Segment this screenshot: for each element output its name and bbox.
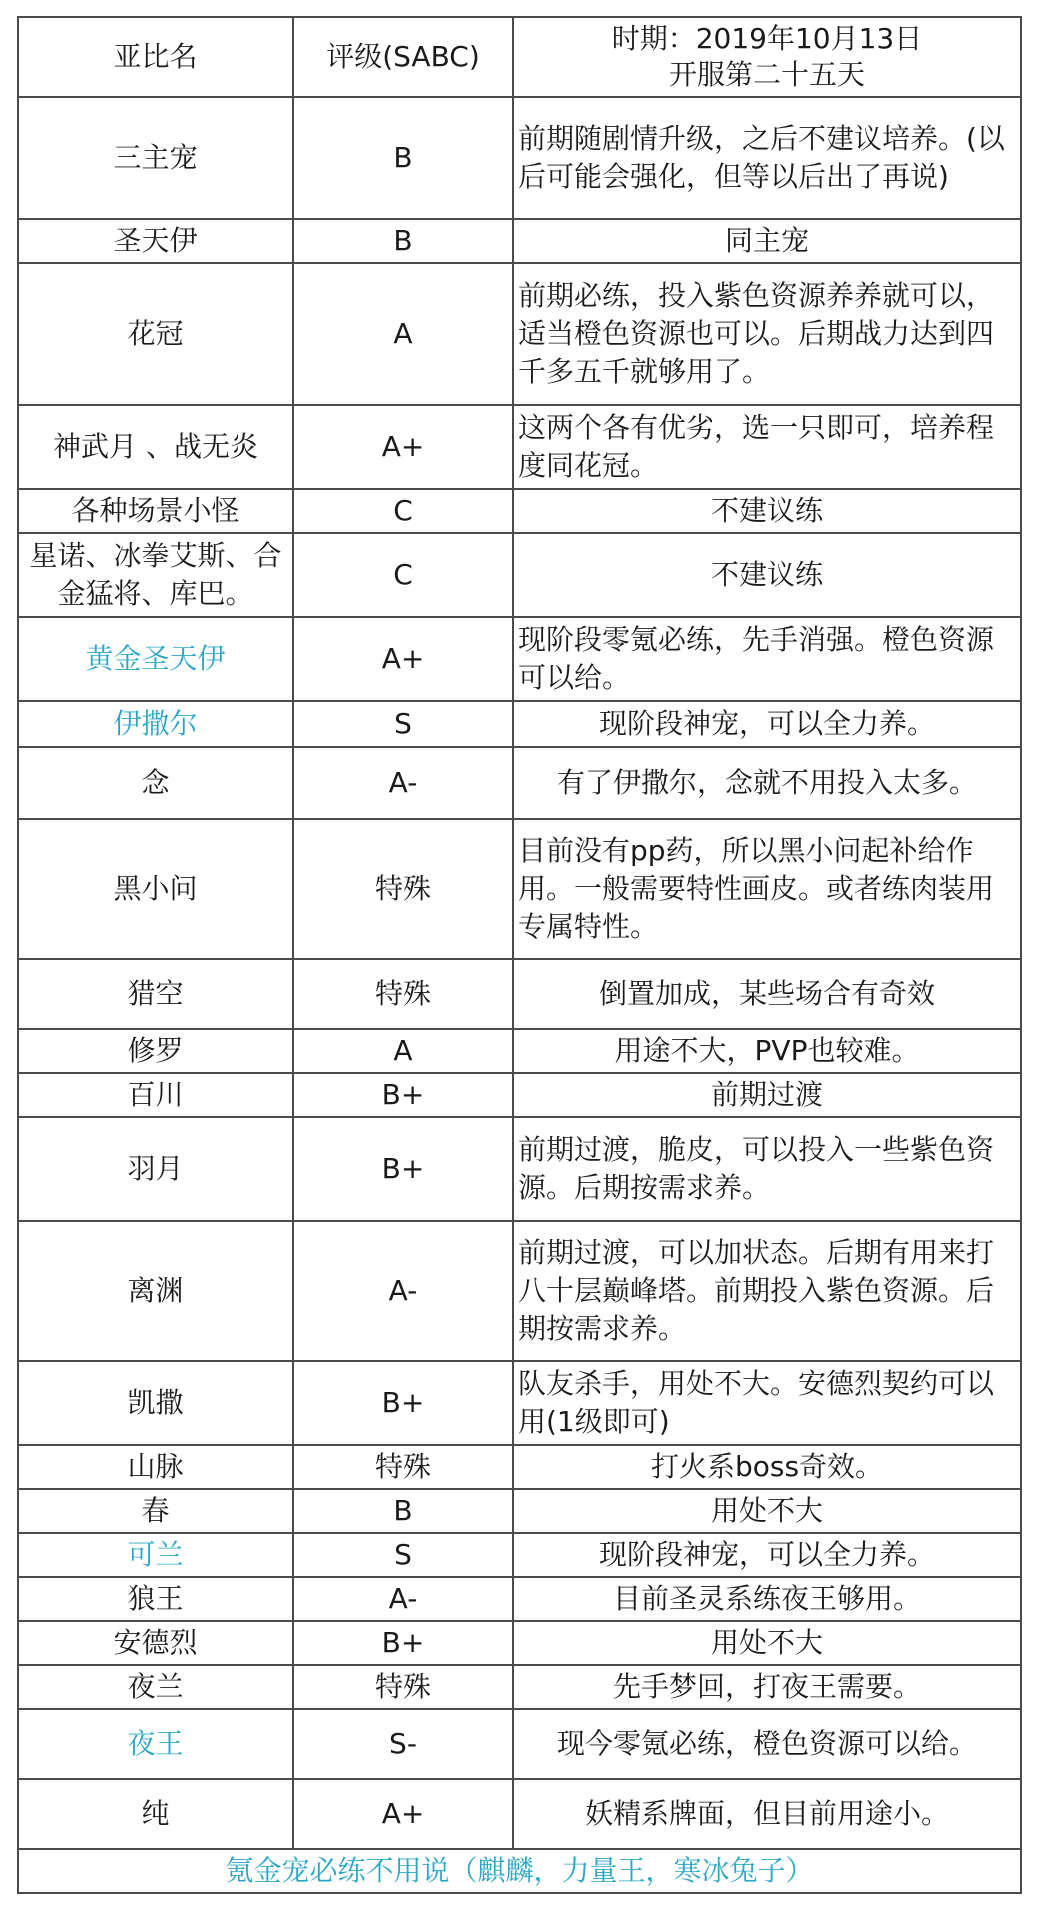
table-footer-row (18, 1849, 1021, 1893)
pet-note: 这两个各有优劣，选一只即可，培养程度同花冠。 (513, 405, 1021, 489)
pet-note: 用处不大 (513, 1489, 1021, 1533)
pet-note: 用途不大，PVP也较难。 (513, 1029, 1021, 1073)
pet-grade: B+ (293, 1361, 513, 1445)
table-row (18, 1577, 1021, 1621)
header-period-line2: 开服第二十五天 (668, 58, 865, 91)
table-header-row (18, 17, 1021, 97)
header-period (513, 17, 1021, 97)
table-row (18, 819, 1021, 959)
pet-note: 同主宠 (513, 219, 1021, 263)
pet-grade: B+ (293, 1621, 513, 1665)
table-row (18, 1073, 1021, 1117)
pet-note: 前期过渡，脆皮，可以投入一些紫色资源。后期按需求养。 (513, 1117, 1021, 1221)
pet-name: 圣天伊 (18, 219, 293, 263)
pet-grade: 特殊 (293, 819, 513, 959)
table-row (18, 1445, 1021, 1489)
pet-name: 狼王 (18, 1577, 293, 1621)
pet-name: 安德烈 (18, 1621, 293, 1665)
table-row (18, 1361, 1021, 1445)
table-row (18, 1665, 1021, 1709)
pet-note: 不建议练 (513, 533, 1021, 617)
pet-note: 不建议练 (513, 489, 1021, 533)
pet-grade: S (293, 701, 513, 747)
table-row (18, 219, 1021, 263)
pet-grade: B (293, 1489, 513, 1533)
pet-grade: B+ (293, 1073, 513, 1117)
pet-name: 神武月 、战无炎 (18, 405, 293, 489)
table-row (18, 747, 1021, 819)
pet-note: 前期必练，投入紫色资源养养就可以，适当橙色资源也可以。后期战力达到四千多五千就够用了。 (513, 263, 1021, 405)
pet-note: 目前没有pp药，所以黑小问起补给作用。一般需要特性画皮。或者练肉装用专属特性。 (513, 819, 1021, 959)
pet-grade: B (293, 219, 513, 263)
pet-grade: 特殊 (293, 959, 513, 1029)
pet-note: 前期过渡，可以加状态。后期有用来打八十层巅峰塔。前期投入紫色资源。后期按需求养。 (513, 1221, 1021, 1361)
table-row (18, 97, 1021, 219)
pet-grade: A+ (293, 1779, 513, 1849)
pet-name: 念 (18, 747, 293, 819)
pet-name: 三主宠 (18, 97, 293, 219)
pet-name: 黑小问 (18, 819, 293, 959)
table-row (18, 489, 1021, 533)
pet-grade: B+ (293, 1117, 513, 1221)
pet-name: 凯撒 (18, 1361, 293, 1445)
pet-name: 春 (18, 1489, 293, 1533)
table-row (18, 1117, 1021, 1221)
table-row (18, 959, 1021, 1029)
pet-name: 纯 (18, 1779, 293, 1849)
pet-name: 猎空 (18, 959, 293, 1029)
rating-sheet (17, 16, 1020, 1894)
pet-rating-table (17, 16, 1022, 1894)
table-row (18, 701, 1021, 747)
pet-grade: A (293, 1029, 513, 1073)
pet-note: 用处不大 (513, 1621, 1021, 1665)
pet-note: 前期过渡 (513, 1073, 1021, 1117)
pet-note: 现阶段零氪必练，先手消强。橙色资源可以给。 (513, 617, 1021, 701)
pet-grade: A- (293, 747, 513, 819)
pet-name: 百川 (18, 1073, 293, 1117)
pet-note: 现阶段神宠，可以全力养。 (513, 1533, 1021, 1577)
pet-note: 先手梦回，打夜王需要。 (513, 1665, 1021, 1709)
pet-note: 倒置加成，某些场合有奇效 (513, 959, 1021, 1029)
table-row (18, 533, 1021, 617)
pet-name: 星诺、冰拳艾斯、合金猛将、库巴。 (18, 533, 293, 617)
pet-name: 修罗 (18, 1029, 293, 1073)
pet-note: 队友杀手，用处不大。安德烈契约可以用(1级即可) (513, 1361, 1021, 1445)
pet-grade: A- (293, 1577, 513, 1621)
pet-name: 黄金圣天伊 (18, 617, 293, 701)
table-row (18, 1221, 1021, 1361)
table-row (18, 1709, 1021, 1779)
table-row (18, 263, 1021, 405)
pet-grade: A+ (293, 405, 513, 489)
pet-name: 可兰 (18, 1533, 293, 1577)
pet-note: 现今零氪必练，橙色资源可以给。 (513, 1709, 1021, 1779)
header-grade: 评级(SABC) (293, 17, 513, 97)
pet-name: 羽月 (18, 1117, 293, 1221)
table-row (18, 1621, 1021, 1665)
pet-name: 伊撒尔 (18, 701, 293, 747)
pet-grade: A- (293, 1221, 513, 1361)
pet-name: 夜兰 (18, 1665, 293, 1709)
pet-note: 前期随剧情升级，之后不建议培养。(以后可能会强化，但等以后出了再说) (513, 97, 1021, 219)
header-period-line1: 时期：2019年10月13日 (611, 22, 923, 55)
pet-grade: 特殊 (293, 1445, 513, 1489)
pet-grade: C (293, 533, 513, 617)
pet-grade: A (293, 263, 513, 405)
pet-name: 各种场景小怪 (18, 489, 293, 533)
pet-grade: C (293, 489, 513, 533)
pet-name: 山脉 (18, 1445, 293, 1489)
pet-grade: B (293, 97, 513, 219)
pet-name: 夜王 (18, 1709, 293, 1779)
pet-note: 现阶段神宠，可以全力养。 (513, 701, 1021, 747)
footer-note: 氪金宠必练不用说（麒麟，力量王，寒冰兔子） (18, 1849, 1021, 1893)
pet-note: 打火系boss奇效。 (513, 1445, 1021, 1489)
pet-grade: S- (293, 1709, 513, 1779)
table-row (18, 617, 1021, 701)
header-name: 亚比名 (18, 17, 293, 97)
pet-note: 目前圣灵系练夜王够用。 (513, 1577, 1021, 1621)
pet-grade: 特殊 (293, 1665, 513, 1709)
table-row (18, 405, 1021, 489)
pet-note: 有了伊撒尔，念就不用投入太多。 (513, 747, 1021, 819)
pet-note: 妖精系牌面，但目前用途小。 (513, 1779, 1021, 1849)
pet-grade: S (293, 1533, 513, 1577)
table-row (18, 1489, 1021, 1533)
pet-grade: A+ (293, 617, 513, 701)
pet-name: 离渊 (18, 1221, 293, 1361)
pet-name: 花冠 (18, 263, 293, 405)
table-row (18, 1533, 1021, 1577)
table-row (18, 1779, 1021, 1849)
table-row (18, 1029, 1021, 1073)
